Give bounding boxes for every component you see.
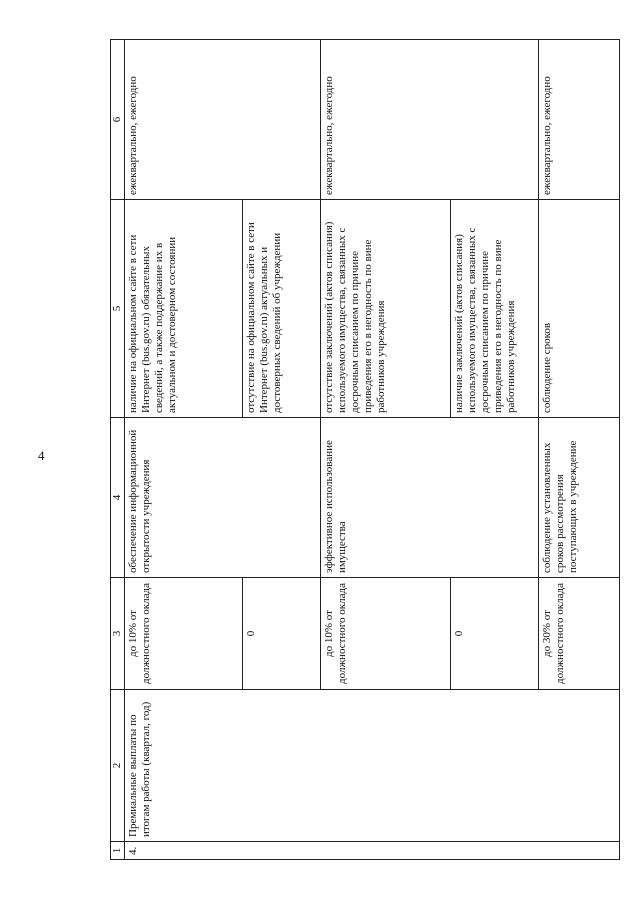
- header-cell-6: 6: [111, 40, 125, 200]
- header-cell-3: 3: [111, 578, 125, 690]
- criteria-table: [110, 39, 620, 860]
- header-cell-2: 2: [111, 690, 125, 842]
- header-cell-4: 4: [111, 418, 125, 578]
- condition-cell: наличие на официальном сайте в сети Интернет (bus.gov.ru) обязательных сведений, а также поддержание их в актуальном и достоверном состоянии: [124, 200, 242, 418]
- header-row: [111, 40, 125, 860]
- row-number-cell: 4.: [124, 842, 619, 860]
- periodicity-cell: ежеквартально, ежегодно: [538, 40, 619, 200]
- amount-cell: до 10% от должностного оклада: [124, 578, 242, 690]
- amount-cell: 0: [242, 578, 320, 690]
- criterion-cell: обеспечение информационной открытости учреждения: [124, 418, 320, 578]
- amount-cell: до 10% от должностного оклада: [320, 578, 450, 690]
- amount-cell: 0: [450, 578, 538, 690]
- condition-cell: соблюдение сроков: [538, 200, 619, 418]
- payment-type-cell: Премиальные выплаты по итогам работы (квартал, год): [124, 690, 619, 842]
- condition-cell: отсутствие на официальном сайте в сети Интернет (bus.gov.ru) актуальных и достоверных сведений об учреждении: [242, 200, 320, 418]
- page-number: 4: [38, 448, 45, 463]
- condition-cell: отсутствие заключений (актов списания) используемого имущества, связанных с досрочным списанием по причине приведения его в негодность по вине работников учреждения: [320, 200, 450, 418]
- periodicity-cell: ежеквартально, ежегодно: [124, 40, 320, 200]
- rotated-table-container: [110, 40, 620, 860]
- criterion-cell: соблюдение установленных сроков рассмотрения поступающих в учреждение: [538, 418, 619, 578]
- condition-cell: наличие заключений (актов списания) используемого имущества, связанных с досрочным списанием по причине приведения его в негодность по вине работников учреждения: [450, 200, 538, 418]
- amount-cell: до 30% от должностного оклада: [538, 578, 619, 690]
- criterion-cell: эффективное использование имущества: [320, 418, 538, 578]
- table-row: [124, 40, 242, 860]
- header-cell-5: 5: [111, 200, 125, 418]
- header-cell-1: 1: [111, 842, 125, 860]
- periodicity-cell: ежеквартально, ежегодно: [320, 40, 538, 200]
